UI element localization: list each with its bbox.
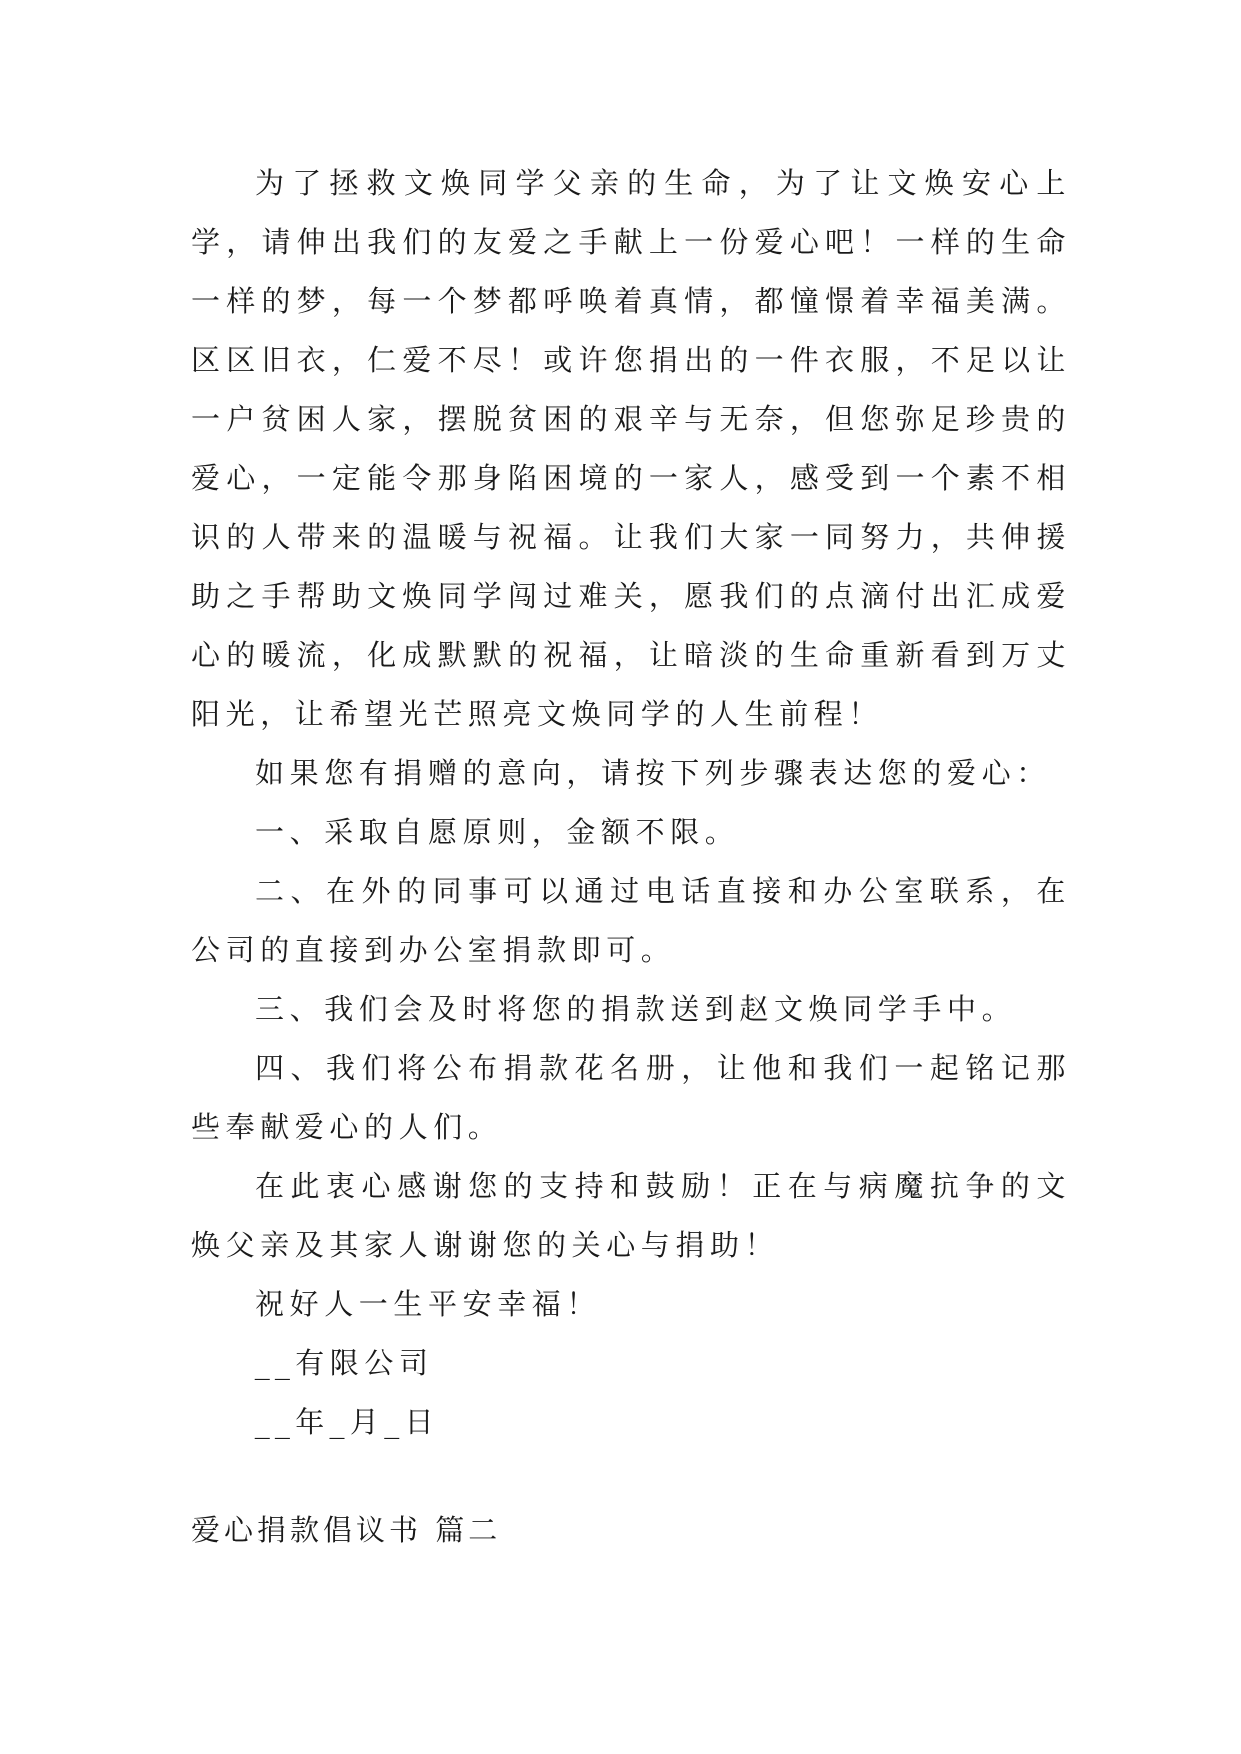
paragraph-step-3: 三、我们会及时将您的捐款送到赵文焕同学手中。	[255, 992, 1017, 1026]
paragraph-appeal: 为了拯救文焕同学父亲的生命，为了让文焕安心上学，请伸出我们的友爱之手献上一份爱心吧！一样的生命一样的梦，每一个梦都呼唤着真情，都憧憬着幸福美满。区区旧衣，仁爱不尽！或许您捐出的一件衣服，不足以让一户贫困人家，摆脱贫困的艰辛与无奈，但您弥足珍贵的爱心，一定能令那身陷困境的一家人，感受到一个素不相识的人带来的温暖与祝福。让我们大家一同努力，共伸援助之手帮助文焕同学闯过难关，愿我们的点滴付出汇成爱心的暖流，化成默默的祝福，让暗淡的生命重新看到万丈阳光，让希望光芒照亮文焕同学的人生前程！	[191, 166, 1071, 731]
paragraph-step-2: 二、在外的同事可以通过电话直接和办公室联系，在公司的直接到办公室捐款即可。	[191, 874, 1071, 967]
document-body	[191, 154, 1071, 1452]
paragraph-thanks: 在此衷心感谢您的支持和鼓励！正在与病魔抗争的文焕父亲及其家人谢谢您的关心与捐助！	[191, 1169, 1071, 1262]
signature-date: __年_月_日	[255, 1405, 440, 1439]
paragraph-donation-intro: 如果您有捐赠的意向，请按下列步骤表达您的爱心：	[255, 756, 1051, 790]
next-section-title: 爱心捐款倡议书 篇二	[191, 1513, 502, 1547]
paragraph-step-4: 四、我们将公布捐款花名册，让他和我们一起铭记那些奉献爱心的人们。	[191, 1051, 1071, 1144]
paragraph-step-1: 一、采取自愿原则，金额不限。	[255, 815, 740, 849]
paragraph-blessing: 祝好人一生平安幸福！	[255, 1287, 602, 1321]
signature-company: __有限公司	[255, 1346, 434, 1380]
